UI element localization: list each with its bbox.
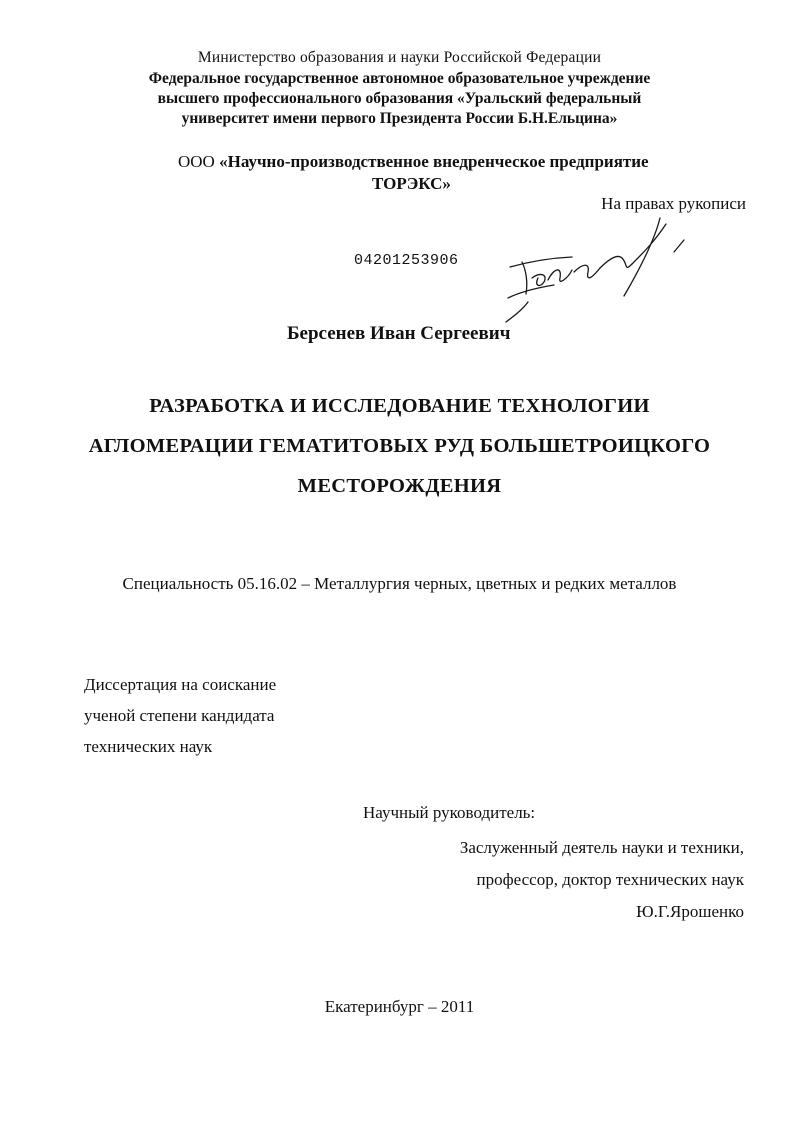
supervisor-label: Научный руководитель:	[363, 803, 536, 822]
signature-stroke	[532, 275, 545, 286]
institution-line-1: Федеральное государственное автономное образовательное учреждение	[148, 70, 651, 87]
dissertation-title-line-1: РАЗРАБОТКА И ИССЛЕДОВАНИЕ ТЕХНОЛОГИИ	[149, 395, 650, 417]
signature-stroke	[674, 240, 684, 252]
city-year: Екатеринбург – 2011	[324, 997, 475, 1016]
signature-stroke	[522, 262, 527, 294]
author-name: Берсенев Иван Сергеевич	[287, 323, 511, 344]
signature-stroke	[548, 270, 572, 281]
signature-stroke	[510, 257, 572, 267]
organization-line-2: ТОРЭКС»	[372, 174, 451, 193]
organization-prefix: ООО	[178, 152, 220, 171]
signature-stroke	[508, 285, 554, 298]
signature-stroke	[624, 218, 660, 296]
rights-note: На правах рукописи	[601, 194, 746, 213]
registration-code: 04201253906	[354, 252, 459, 269]
organization-line-1	[178, 152, 649, 172]
signature-stroke	[632, 224, 666, 264]
ministry-line: Министерство образования и науки Российской Федерации	[197, 49, 602, 66]
author-signature	[488, 212, 698, 347]
supervisor-name: Ю.Г.Ярошенко	[636, 902, 744, 921]
dissertation-title-line-2: АГЛОМЕРАЦИИ ГЕМАТИТОВЫХ РУД БОЛЬШЕТРОИЦКОГО	[88, 435, 711, 457]
institution-line-3: университет имени первого Президента России Б.Н.Ельцина»	[181, 110, 618, 127]
supervisor-line-1: Заслуженный деятель науки и техники,	[459, 838, 744, 857]
signature-stroke	[574, 265, 600, 278]
dissertation-note-line-3: технических наук	[84, 737, 213, 756]
institution-line-2: высшего профессионального образования «Уральский федеральный	[157, 90, 642, 107]
dissertation-note-line-2: ученой степени кандидата	[84, 706, 275, 725]
dissertation-note-line-1: Диссертация на соискание	[84, 675, 277, 694]
signature-stroke	[600, 256, 632, 268]
supervisor-line-2: профессор, доктор технических наук	[476, 870, 744, 889]
signature-stroke	[506, 302, 528, 322]
dissertation-title-line-3: МЕСТОРОЖДЕНИЯ	[297, 475, 502, 497]
organization-name: «Научно-производственное внедренческое предприятие	[219, 152, 649, 171]
specialty-line: Специальность 05.16.02 – Металлургия черных, цветных и редких металлов	[122, 574, 677, 593]
